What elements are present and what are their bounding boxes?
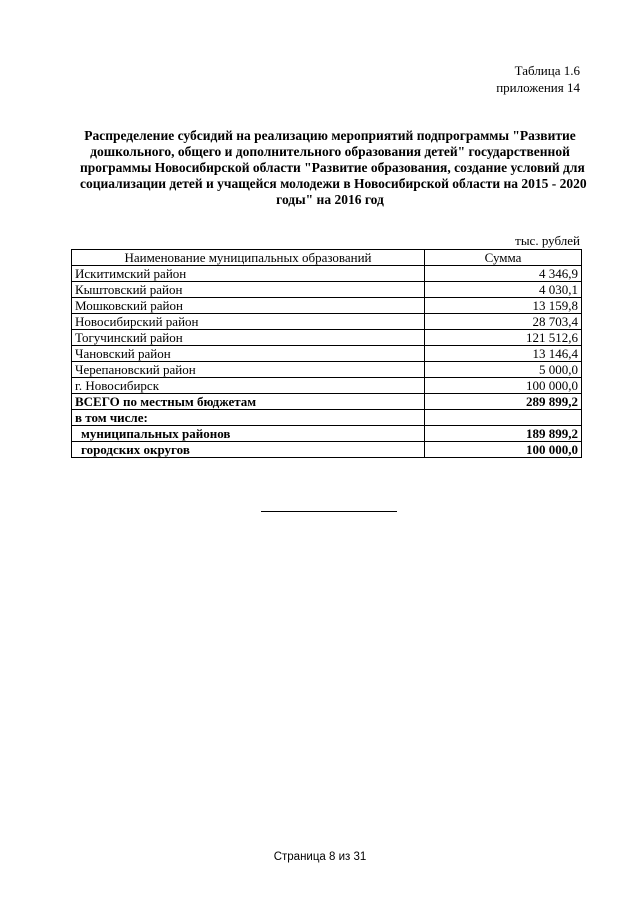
subtotal-amount: 100 000,0 [425,442,582,458]
subsidy-amount: 100 000,0 [425,378,582,394]
subsidy-amount: 121 512,6 [425,330,582,346]
units-label: тыс. рублей [515,233,580,248]
municipality-name: Черепановский район [72,362,425,378]
total-amount: 289 899,2 [425,394,582,410]
total-row [72,394,582,410]
table-row [72,346,582,362]
title-line: социализации детей и учащейся молодежи в Новосибирской области на 2015 - 2020 [80,176,587,191]
page-footer: Страница 8 из 31 [273,851,367,863]
total-label: ВСЕГО по местным бюджетам [72,394,425,410]
title-line: Распределение субсидий на реализацию мероприятий подпрограммы "Развитие [84,128,576,143]
subsidy-table [71,249,582,458]
table-reference [496,62,580,96]
title-line: программы Новосибирской области "Развитие образования, создание условий для [80,160,585,175]
municipality-name: Тогучинский район [72,330,425,346]
subtotal-label: муниципальных районов [72,426,425,442]
including-amount [425,410,582,426]
subsidy-amount: 28 703,4 [425,314,582,330]
municipality-name: Мошковский район [72,298,425,314]
municipality-name: г. Новосибирск [72,378,425,394]
subsidy-amount: 13 159,8 [425,298,582,314]
title-line: дошкольного, общего и дополнительного образования детей" государственной [90,144,570,159]
municipality-name: Кыштовский район [72,282,425,298]
appendix-number: приложения 14 [496,80,580,95]
table-row [72,378,582,394]
table-header-row [72,250,582,266]
divider-line [261,511,397,512]
subtotal-label: городских округов [72,442,425,458]
subsidy-amount: 5 000,0 [425,362,582,378]
municipality-name: Новосибирский район [72,314,425,330]
table-row [72,266,582,282]
table-row [72,362,582,378]
table-row [72,282,582,298]
column-header-sum: Сумма [425,250,582,266]
title-line: годы" на 2016 год [276,192,384,207]
subtotal-amount: 189 899,2 [425,426,582,442]
municipality-name: Чановский район [72,346,425,362]
subsidy-amount: 4 030,1 [425,282,582,298]
table-number: Таблица 1.6 [514,63,580,78]
subsidy-amount: 4 346,9 [425,266,582,282]
document-title [80,128,587,208]
municipality-name: Искитимский район [72,266,425,282]
column-header-name: Наименование муниципальных образований [72,250,425,266]
including-row [72,410,582,426]
table-row [72,314,582,330]
subsidy-amount: 13 146,4 [425,346,582,362]
subtotal-row [72,426,582,442]
table-row [72,298,582,314]
table-row [72,330,582,346]
subtotal-row [72,442,582,458]
including-label: в том числе: [72,410,425,426]
